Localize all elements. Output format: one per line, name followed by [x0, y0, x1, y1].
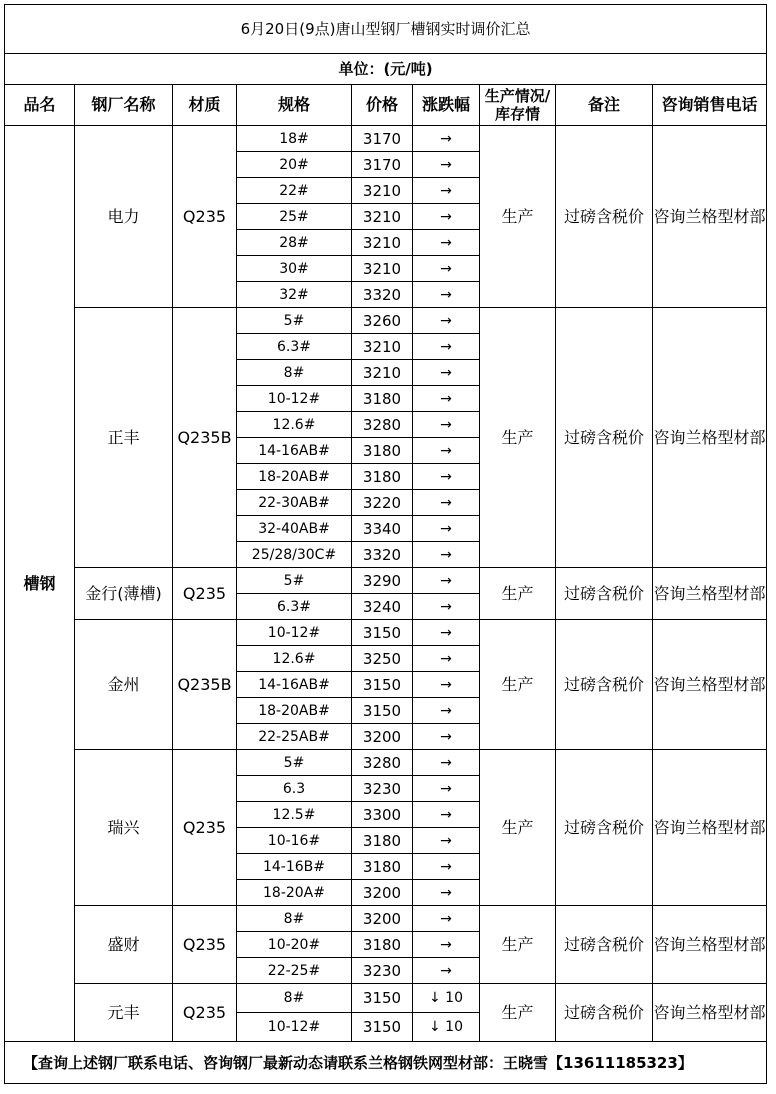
- status-cell: 生产: [480, 568, 556, 620]
- table-row: [5, 568, 767, 594]
- status-cell: 生产: [480, 906, 556, 984]
- change-cell: →: [413, 594, 480, 620]
- contact-cell: 咨询兰格型材部: [653, 906, 767, 984]
- price-cell: 3180: [352, 932, 413, 958]
- material: Q235B: [173, 620, 237, 750]
- material: Q235: [173, 126, 237, 308]
- change-cell: →: [413, 568, 480, 594]
- spec-cell: 32-40AB#: [237, 516, 352, 542]
- price-cell: 3180: [352, 386, 413, 412]
- spec-cell: 10-12#: [237, 386, 352, 412]
- header-mill: 钢厂名称: [75, 85, 173, 126]
- spec-cell: 8#: [237, 984, 352, 1013]
- spec-cell: 12.6#: [237, 646, 352, 672]
- price-cell: 3200: [352, 724, 413, 750]
- price-cell: 3280: [352, 412, 413, 438]
- change-cell: →: [413, 334, 480, 360]
- change-cell: →: [413, 646, 480, 672]
- spec-cell: 12.5#: [237, 802, 352, 828]
- header-contact: 咨询销售电话: [653, 85, 767, 126]
- price-cell: 3180: [352, 464, 413, 490]
- change-cell: →: [413, 724, 480, 750]
- spec-cell: 22#: [237, 178, 352, 204]
- spec-cell: 28#: [237, 230, 352, 256]
- mill-name: 盛财: [75, 906, 173, 984]
- table-row: [5, 906, 767, 932]
- change-cell: →: [413, 958, 480, 984]
- price-cell: 3210: [352, 360, 413, 386]
- spec-cell: 6.3#: [237, 594, 352, 620]
- price-cell: 3320: [352, 282, 413, 308]
- material: Q235: [173, 906, 237, 984]
- page-title: 6月20日(9点)唐山型钢厂槽钢实时调价汇总: [5, 5, 767, 54]
- change-cell: →: [413, 360, 480, 386]
- price-cell: 3150: [352, 984, 413, 1013]
- spec-cell: 6.3#: [237, 334, 352, 360]
- header-row: [5, 85, 767, 126]
- price-cell: 3150: [352, 698, 413, 724]
- price-cell: 3340: [352, 516, 413, 542]
- change-cell: →: [413, 802, 480, 828]
- spec-cell: 8#: [237, 906, 352, 932]
- spec-cell: 10-16#: [237, 828, 352, 854]
- contact-cell: 咨询兰格型材部: [653, 620, 767, 750]
- contact-cell: 咨询兰格型材部: [653, 568, 767, 620]
- spec-cell: 22-25AB#: [237, 724, 352, 750]
- header-material: 材质: [173, 85, 237, 126]
- spec-cell: 10-12#: [237, 620, 352, 646]
- note-cell: 过磅含税价: [556, 984, 653, 1042]
- change-cell: →: [413, 750, 480, 776]
- price-cell: 3300: [352, 802, 413, 828]
- unit-label: 单位：(元/吨): [5, 54, 767, 85]
- change-cell: →: [413, 438, 480, 464]
- note-cell: 过磅含税价: [556, 750, 653, 906]
- spec-cell: 6.3: [237, 776, 352, 802]
- price-cell: 3210: [352, 334, 413, 360]
- spec-cell: 18-20AB#: [237, 698, 352, 724]
- mill-name: 元丰: [75, 984, 173, 1042]
- header-change: 涨跌幅: [413, 85, 480, 126]
- contact-cell: 咨询兰格型材部: [653, 750, 767, 906]
- change-cell: →: [413, 464, 480, 490]
- price-cell: 3170: [352, 126, 413, 152]
- spec-cell: 10-12#: [237, 1013, 352, 1042]
- price-cell: 3210: [352, 230, 413, 256]
- change-cell: →: [413, 932, 480, 958]
- change-cell: →: [413, 698, 480, 724]
- material: Q235B: [173, 308, 237, 568]
- change-cell: →: [413, 204, 480, 230]
- spec-cell: 25/28/30C#: [237, 542, 352, 568]
- price-cell: 3250: [352, 646, 413, 672]
- price-cell: 3230: [352, 776, 413, 802]
- header-spec: 规格: [237, 85, 352, 126]
- change-cell: →: [413, 776, 480, 802]
- note-cell: 过磅含税价: [556, 906, 653, 984]
- header-price: 价格: [352, 85, 413, 126]
- price-cell: 3260: [352, 308, 413, 334]
- price-cell: 3150: [352, 1013, 413, 1042]
- spec-cell: 18-20A#: [237, 880, 352, 906]
- price-cell: 3200: [352, 880, 413, 906]
- status-cell: 生产: [480, 308, 556, 568]
- spec-cell: 10-20#: [237, 932, 352, 958]
- price-cell: 3200: [352, 906, 413, 932]
- change-cell: →: [413, 880, 480, 906]
- spec-cell: 30#: [237, 256, 352, 282]
- price-cell: 3280: [352, 750, 413, 776]
- price-cell: 3320: [352, 542, 413, 568]
- change-cell: →: [413, 282, 480, 308]
- header-status: 生产情况/库存情: [480, 85, 556, 126]
- note-cell: 过磅含税价: [556, 620, 653, 750]
- change-cell: →: [413, 620, 480, 646]
- price-cell: 3170: [352, 152, 413, 178]
- change-cell: →: [413, 178, 480, 204]
- mill-name: 电力: [75, 126, 173, 308]
- change-cell: →: [413, 230, 480, 256]
- change-cell: →: [413, 854, 480, 880]
- mill-name: 瑞兴: [75, 750, 173, 906]
- spec-cell: 20#: [237, 152, 352, 178]
- price-cell: 3220: [352, 490, 413, 516]
- change-cell: →: [413, 672, 480, 698]
- header-note: 备注: [556, 85, 653, 126]
- price-table: [4, 4, 767, 1084]
- note-cell: 过磅含税价: [556, 568, 653, 620]
- footer-contact-note: 【查询上述钢厂联系电话、咨询钢厂最新动态请联系兰格钢铁网型材部：王晓雪【13611185323】: [5, 1042, 767, 1084]
- spec-cell: 14-16B#: [237, 854, 352, 880]
- table-row: [5, 126, 767, 152]
- change-cell: →: [413, 490, 480, 516]
- note-cell: 过磅含税价: [556, 308, 653, 568]
- material: Q235: [173, 750, 237, 906]
- status-cell: 生产: [480, 620, 556, 750]
- contact-cell: 咨询兰格型材部: [653, 308, 767, 568]
- status-cell: 生产: [480, 126, 556, 308]
- change-cell: →: [413, 828, 480, 854]
- price-cell: 3150: [352, 620, 413, 646]
- material: Q235: [173, 568, 237, 620]
- note-cell: 过磅含税价: [556, 126, 653, 308]
- contact-cell: 咨询兰格型材部: [653, 984, 767, 1042]
- status-cell: 生产: [480, 984, 556, 1042]
- price-cell: 3210: [352, 256, 413, 282]
- title-row: [5, 5, 767, 54]
- change-cell: →: [413, 542, 480, 568]
- spec-cell: 22-30AB#: [237, 490, 352, 516]
- spec-cell: 32#: [237, 282, 352, 308]
- change-cell: →: [413, 412, 480, 438]
- change-cell: →: [413, 256, 480, 282]
- table-row: [5, 984, 767, 1013]
- price-cell: 3290: [352, 568, 413, 594]
- change-cell: →: [413, 516, 480, 542]
- table-row: [5, 308, 767, 334]
- spec-cell: 14-16AB#: [237, 672, 352, 698]
- header-product: 品名: [5, 85, 75, 126]
- change-cell: →: [413, 308, 480, 334]
- price-cell: 3240: [352, 594, 413, 620]
- status-cell: 生产: [480, 750, 556, 906]
- spec-cell: 8#: [237, 360, 352, 386]
- spec-cell: 18-20AB#: [237, 464, 352, 490]
- change-cell: ↓ 10: [413, 984, 480, 1013]
- material: Q235: [173, 984, 237, 1042]
- spec-cell: 14-16AB#: [237, 438, 352, 464]
- price-sheet: [4, 4, 766, 1086]
- price-cell: 3230: [352, 958, 413, 984]
- mill-name: 正丰: [75, 308, 173, 568]
- change-cell: →: [413, 152, 480, 178]
- price-cell: 3150: [352, 672, 413, 698]
- spec-cell: 12.6#: [237, 412, 352, 438]
- footer-row: [5, 1042, 767, 1084]
- price-cell: 3180: [352, 828, 413, 854]
- mill-name: 金州: [75, 620, 173, 750]
- spec-cell: 25#: [237, 204, 352, 230]
- product-name: 槽钢: [5, 126, 75, 1042]
- spec-cell: 5#: [237, 308, 352, 334]
- price-cell: 3210: [352, 178, 413, 204]
- spec-cell: 18#: [237, 126, 352, 152]
- change-cell: ↓ 10: [413, 1013, 480, 1042]
- table-row: [5, 620, 767, 646]
- table-row: [5, 750, 767, 776]
- change-cell: →: [413, 386, 480, 412]
- price-cell: 3180: [352, 854, 413, 880]
- spec-cell: 22-25#: [237, 958, 352, 984]
- price-cell: 3210: [352, 204, 413, 230]
- spec-cell: 5#: [237, 568, 352, 594]
- change-cell: →: [413, 906, 480, 932]
- contact-cell: 咨询兰格型材部: [653, 126, 767, 308]
- unit-row: [5, 54, 767, 85]
- change-cell: →: [413, 126, 480, 152]
- price-cell: 3180: [352, 438, 413, 464]
- spec-cell: 5#: [237, 750, 352, 776]
- mill-name: 金行(薄槽): [75, 568, 173, 620]
